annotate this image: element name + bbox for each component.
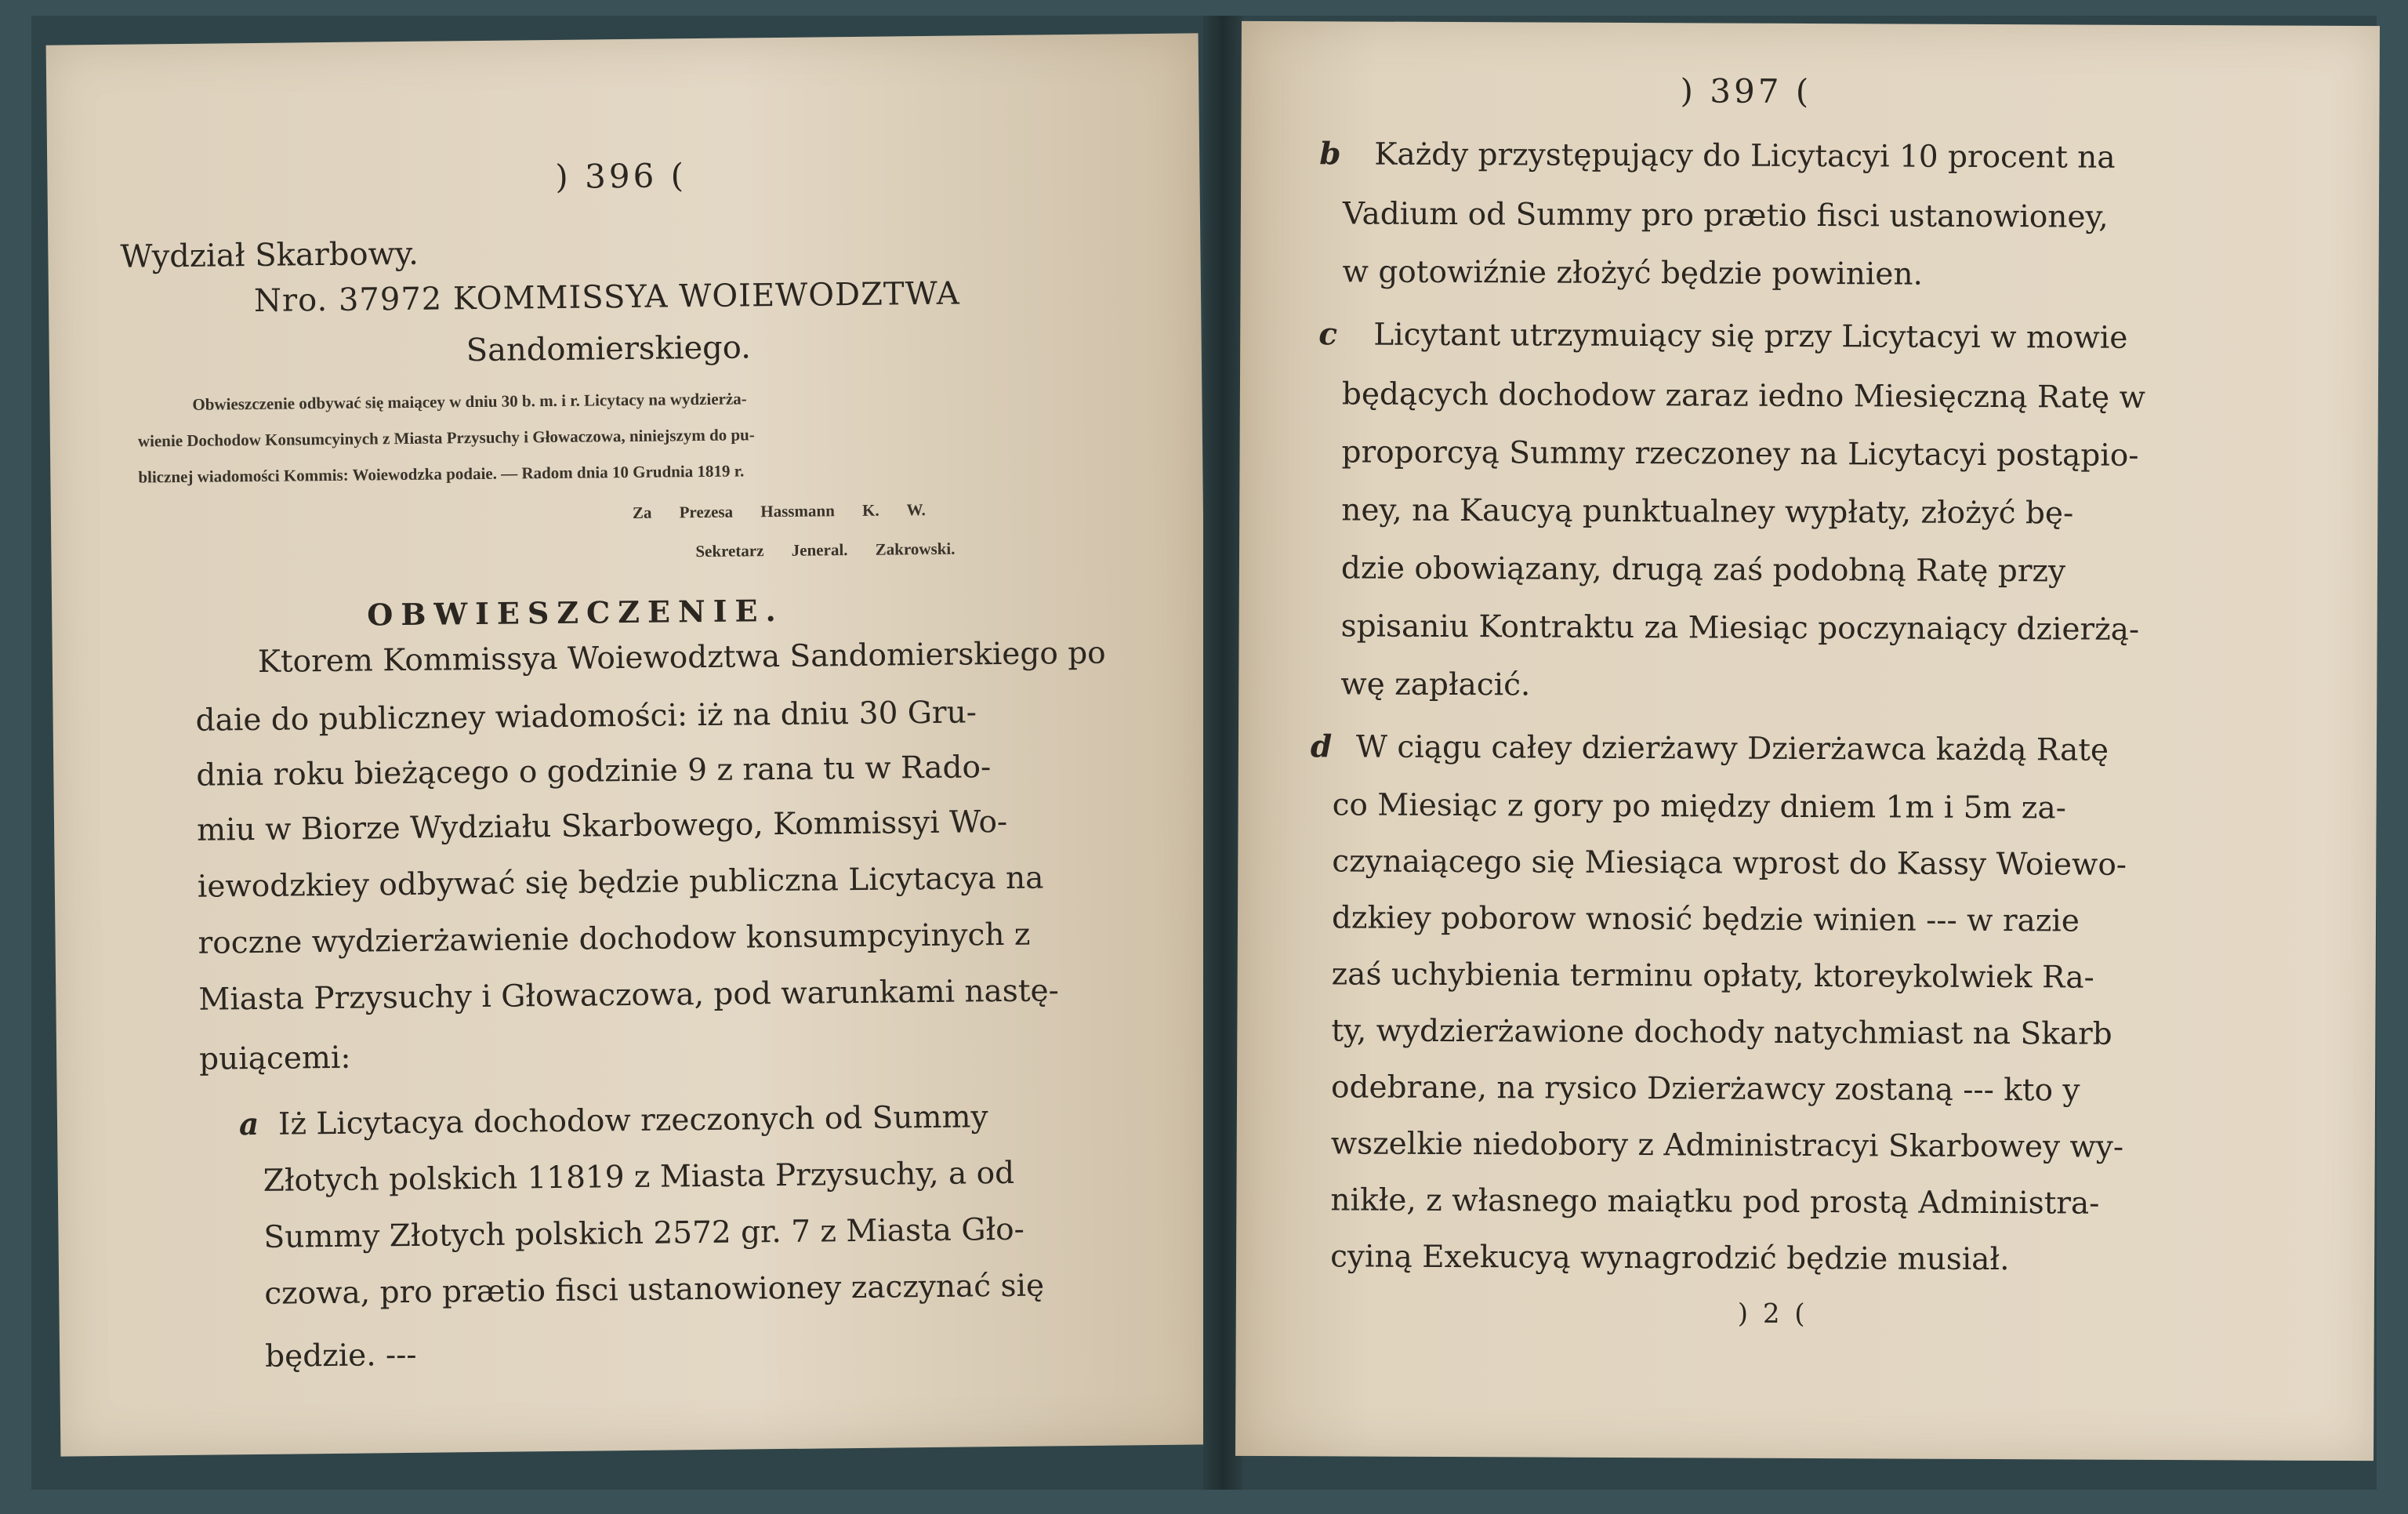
book-spread <box>31 16 2377 1490</box>
page-number: ) 397 ( <box>1680 71 1812 111</box>
item-a-line-1: Iż Licytacya dochodow rzeczonych od Summy <box>277 1099 988 1142</box>
paragraph-line-1: Ktorem Kommissya Woiewodztwa Sandomierskiego po <box>257 635 1106 680</box>
item-a-line-2: Złotych polskich 11819 z Miasta Przysuchy, a od <box>263 1155 1015 1199</box>
page-number: ) 396 ( <box>555 156 687 196</box>
office-name: Sandomierskiego. <box>466 329 752 369</box>
paragraph-line-2: daie do publiczney wiadomości: iż na dniu 30 Gru- <box>195 695 977 739</box>
notice-line-3: blicznej wiadomości Kommis: Woiewodzka podaie. — Radom dnia 10 Grudnia 1819 r. <box>138 461 745 487</box>
item-d-line-2: co Miesiąc z gory po między dniem 1m i 5m za- <box>1332 787 2066 826</box>
item-a-line-4: czowa, pro prætio fisci ustanowioney zaczynać się <box>264 1268 1045 1312</box>
department-heading: Wydział Skarbowy. <box>120 235 419 275</box>
left-page <box>46 33 1213 1456</box>
item-d-line-3: czynaiącego się Miesiąca wprost do Kassy Woiewo- <box>1332 844 2127 883</box>
item-c-marker: c <box>1318 316 1338 353</box>
item-c-line-1: Licytant utrzymuiący się przy Licytacyi w mowie <box>1373 317 2128 356</box>
paragraph-line-6: roczne wydzierżawienie dochodow konsumpcyinych z <box>198 917 1031 961</box>
item-d-line-8: wszelkie niedobory z Administracyi Skarbowey wy- <box>1330 1126 2124 1165</box>
item-b-line-1: Każdy przystępujący do Licytacyi 10 procent na <box>1374 136 2116 176</box>
document-title: OBWIESZCZENIE. <box>367 592 784 633</box>
item-d-line-4: dzkiey poborow wnosić będzie winien --- w razie <box>1331 900 2080 939</box>
item-d-line-10: cyiną Exekucyą wynagrodzić będzie musiał. <box>1330 1239 2010 1278</box>
paragraph-line-4: miu w Biorze Wydziału Skarbowego, Kommissyi Wo- <box>196 804 1008 848</box>
notice-signature-1: Za Prezesa Hassmann K. W. <box>632 500 926 522</box>
item-c-line-5: dzie obowiązany, drugą zaś podobną Ratę przy <box>1340 550 2066 590</box>
item-b-line-2: Vadium od Summy pro prætio fisci ustanowioney, <box>1342 196 2109 235</box>
item-a-line-3: Summy Złotych polskich 2572 gr. 7 z Miasta Gło- <box>263 1211 1025 1255</box>
item-c-line-4: ney, na Kaucyą punktualney wypłaty, złożyć bę- <box>1341 492 2074 532</box>
item-c-line-3: proporcyą Summy rzeczoney na Licytacyi postąpio- <box>1341 434 2139 474</box>
item-d-line-6: ty, wydzierżawione dochody natychmiast na Skarb <box>1331 1013 2112 1052</box>
catchword: ) 2 ( <box>1737 1298 1808 1331</box>
paragraph-line-5: iewodzkiey odbywać się będzie publiczna Licytacya na <box>197 860 1044 905</box>
right-page <box>1235 21 2380 1461</box>
item-b-marker: b <box>1319 136 1341 172</box>
item-c-line-6: spisaniu Kontraktu za Miesiąc poczynaiący dzierżą- <box>1340 608 2140 648</box>
item-d-line-7: odebrane, na rysico Dzierżawcy zostaną --- kto y <box>1330 1069 2080 1109</box>
notice-line-1: Obwieszczenie odbywać się maiącey w dniu 30 b. m. i r. Licytacy na wydzierża- <box>192 389 747 414</box>
notice-signature-2: Sekretarz Jeneral. Zakrowski. <box>695 539 956 561</box>
item-d-line-9: nikłe, z własnego maiątku pod prostą Administra- <box>1330 1182 2100 1222</box>
item-d-line-5: zaś uchybienia terminu opłaty, ktoreykolwiek Ra- <box>1331 957 2094 996</box>
item-c-line-2: będących dochodow zaraz iedno Miesięczną Ratę w <box>1341 376 2146 416</box>
item-b-line-3: w gotowiźnie złożyć będzie powinien. <box>1342 254 1924 292</box>
paragraph-line-7: Miasta Przysuchy i Głowaczowa, pod warunkami nastę- <box>198 973 1059 1018</box>
item-c-line-7: wę zapłacić. <box>1340 666 1531 703</box>
item-d-line-1: W ciągu całey dzierżawy Dzierżawca każdą Ratę <box>1355 729 2109 768</box>
number-line: Nro. 37972 KOMMISSYA WOIEWODZTWA <box>253 275 960 319</box>
item-d-marker: d <box>1310 728 1333 765</box>
paragraph-line-3: dnia roku bieżącego o godzinie 9 z rana tu w Rado- <box>196 750 992 793</box>
item-a-line-5: będzie. --- <box>264 1337 417 1374</box>
paragraph-line-8: puiącemi: <box>198 1040 351 1077</box>
notice-line-2: wienie Dochodow Konsumcyinych z Miasta Przysuchy i Głowaczowa, niniejszym do pu- <box>137 425 755 451</box>
item-a-marker: a <box>238 1106 259 1143</box>
